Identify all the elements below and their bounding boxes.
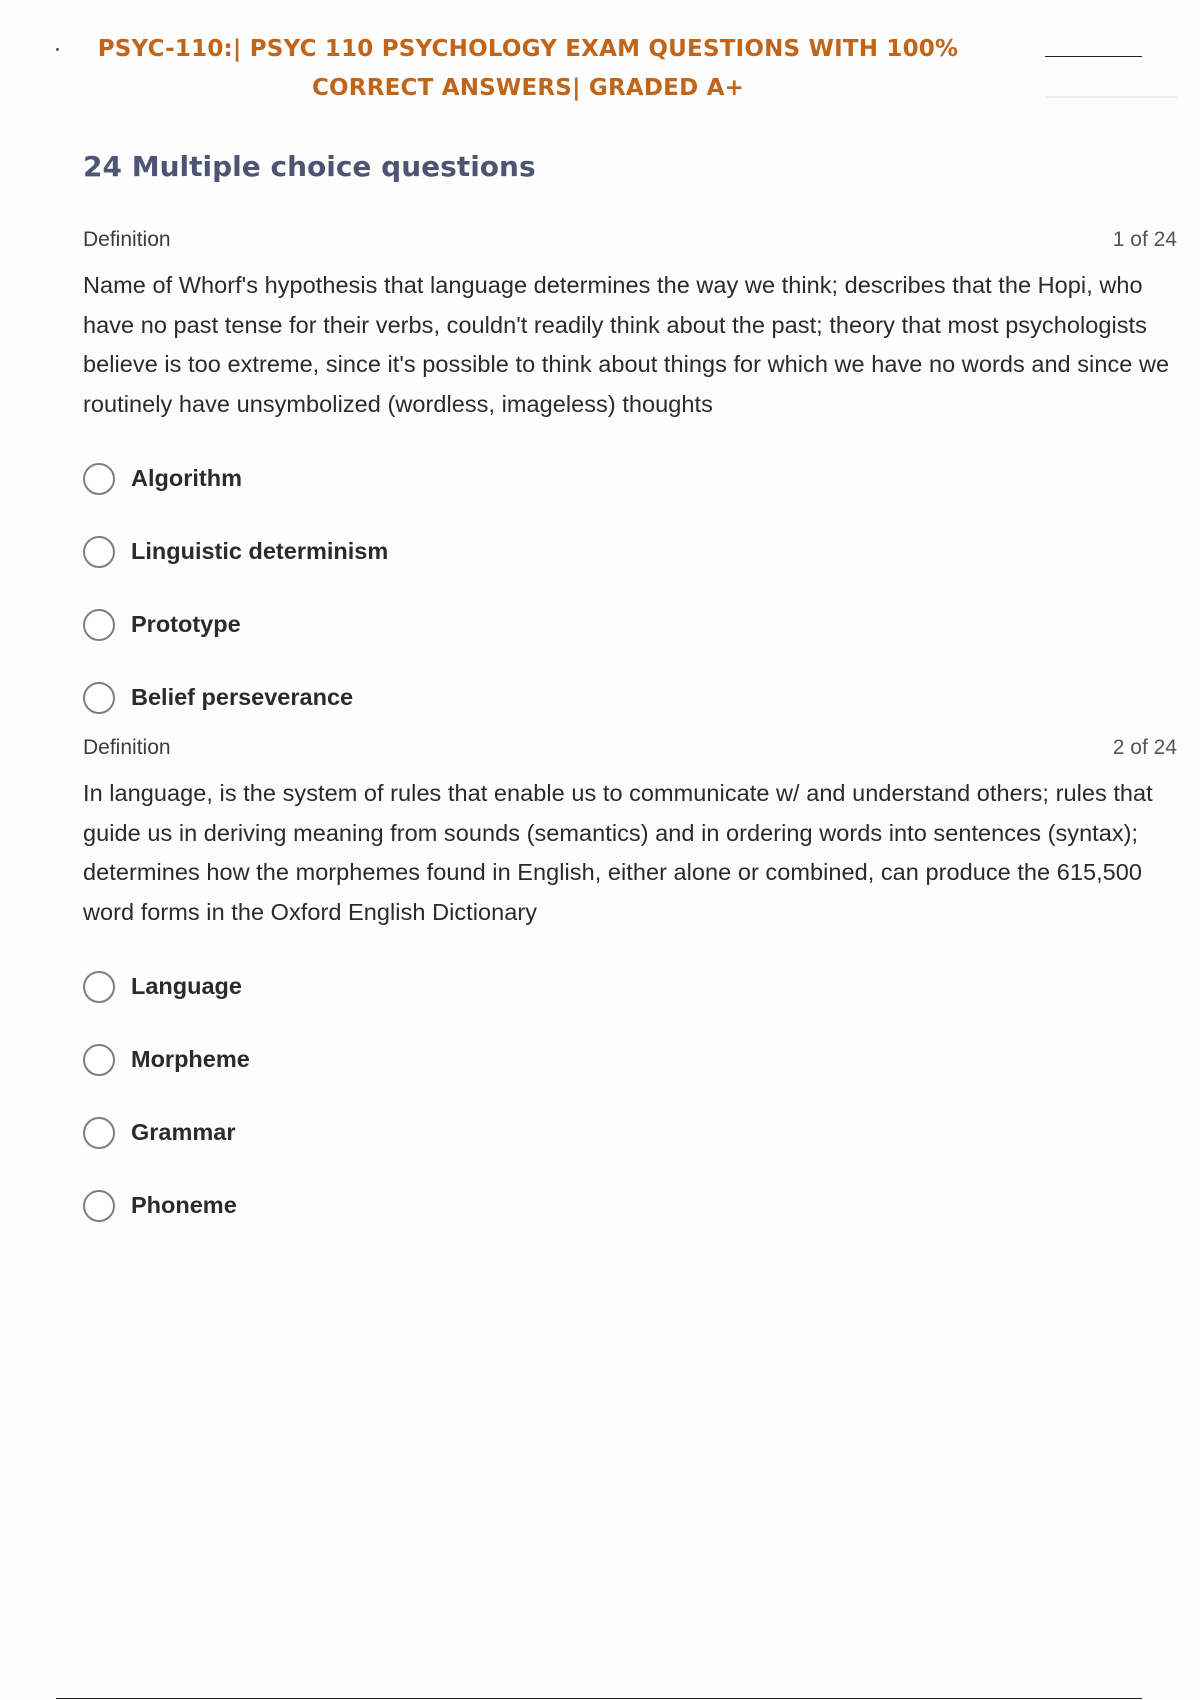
radio-button[interactable] xyxy=(83,1117,115,1149)
answer-option-label: Prototype xyxy=(131,611,241,637)
header-rule-faint xyxy=(1045,96,1177,98)
answer-options xyxy=(83,950,1177,1242)
question-card xyxy=(83,228,1177,734)
answer-option[interactable] xyxy=(83,950,1177,1023)
question-type-label: Definition xyxy=(83,736,171,759)
radio-button[interactable] xyxy=(83,536,115,568)
header-rule xyxy=(1045,56,1142,57)
answer-option[interactable] xyxy=(83,1023,1177,1096)
question-text: Name of Whorf's hypothesis that language determines the way we think; describes that the Hopi, who have no past tense for their verbs, couldn't readily think about the past; theory that most psychologists believe is too extreme, since it's possible to think about things for which we have no words and since we routinely have unsymbolized (wordless, imageless) thoughts xyxy=(83,272,1170,417)
answer-options xyxy=(83,442,1177,734)
radio-button[interactable] xyxy=(83,463,115,495)
answer-option-label: Language xyxy=(131,973,242,999)
radio-button[interactable] xyxy=(83,1190,115,1222)
radio-button[interactable] xyxy=(83,1044,115,1076)
radio-button[interactable] xyxy=(83,682,115,714)
answer-option[interactable] xyxy=(83,661,1177,734)
answer-option-label: Algorithm xyxy=(131,465,242,491)
section-title: 24 Multiple choice questions xyxy=(83,150,536,183)
answer-option[interactable] xyxy=(83,1096,1177,1169)
title-line-2: CORRECT ANSWERS| GRADED A+ xyxy=(311,75,745,101)
radio-button[interactable] xyxy=(83,609,115,641)
footer-rule xyxy=(56,1698,1142,1699)
question-meta xyxy=(83,736,1177,764)
answer-option-label: Grammar xyxy=(131,1119,236,1145)
question-card xyxy=(83,736,1177,1242)
question-counter: 2 of 24 xyxy=(1112,736,1177,759)
header-dot xyxy=(56,48,59,51)
title-line-1: PSYC-110:| PSYC 110 PSYCHOLOGY EXAM QUESTIONS WITH 100% xyxy=(97,36,959,62)
document-title xyxy=(58,30,998,108)
answer-option-label: Phoneme xyxy=(131,1192,237,1218)
question-type-label: Definition xyxy=(83,228,171,251)
question-counter: 1 of 24 xyxy=(1112,228,1177,251)
answer-option[interactable] xyxy=(83,588,1177,661)
answer-option-label: Belief perseverance xyxy=(131,684,354,710)
radio-button[interactable] xyxy=(83,971,115,1003)
answer-option-label: Morpheme xyxy=(131,1046,250,1072)
answer-option[interactable] xyxy=(83,515,1177,588)
question-text: In language, is the system of rules that enable us to communicate w/ and understand others; rules that guide us in deriving meaning from sounds (semantics) and in ordering words into sentences (syntax); determines how the morphemes found in English, either alone or combined, can produce the 615,500 word forms in the Oxford English Dictionary xyxy=(83,780,1153,925)
answer-option-label: Linguistic determinism xyxy=(131,538,389,564)
answer-option[interactable] xyxy=(83,442,1177,515)
answer-option[interactable] xyxy=(83,1169,1177,1242)
question-meta xyxy=(83,228,1177,256)
